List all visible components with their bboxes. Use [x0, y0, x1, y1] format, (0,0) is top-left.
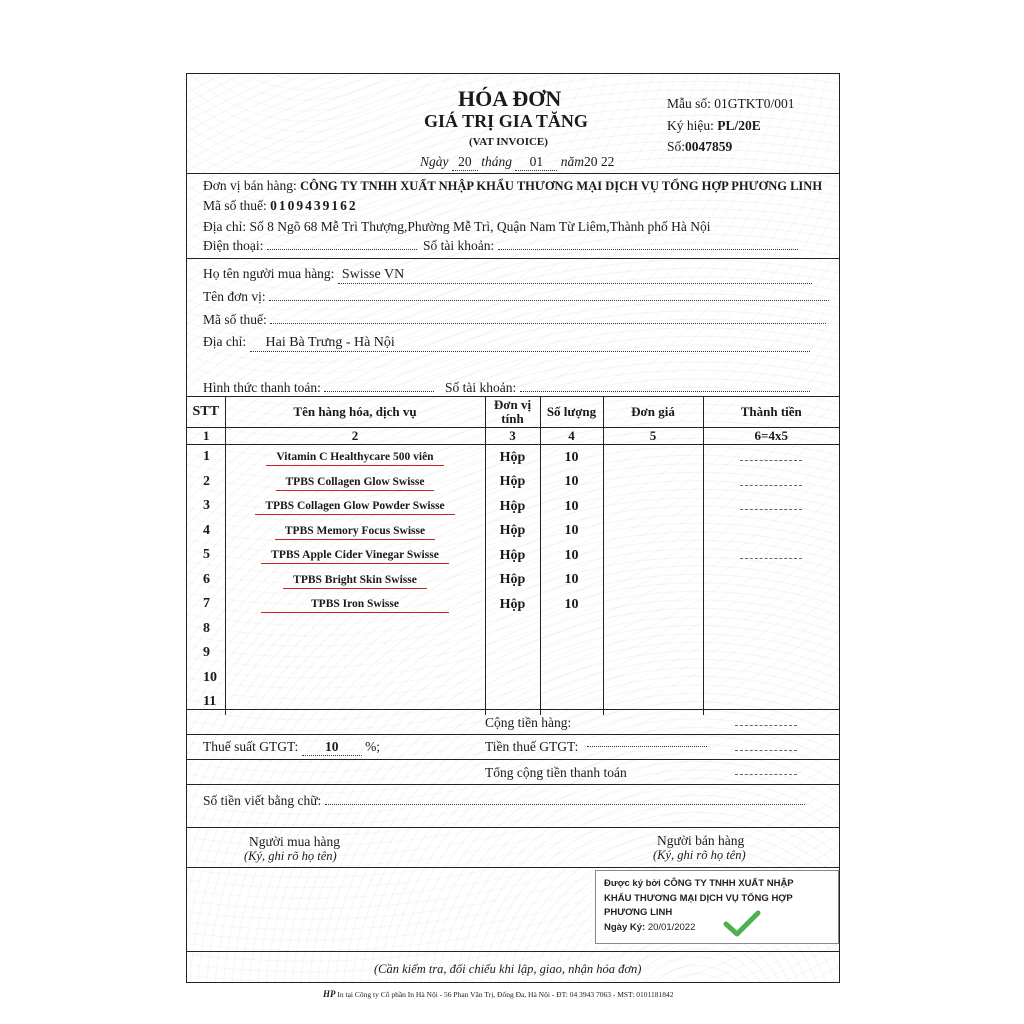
payment-method-row [203, 380, 434, 396]
redacted-subtotal [735, 719, 797, 726]
row-quantity [540, 568, 603, 593]
buyer-address: Hai Bà Trưng - Hà Nội [250, 335, 810, 352]
seller-signature-note: (Ký, ghi rõ họ tên) [653, 848, 746, 862]
seller-name: CÔNG TY TNHH XUẤT NHẬP KHẨU THƯƠNG MẠI DỊCH VỤ TỔNG HỢP PHƯƠNG LINH [300, 179, 823, 193]
row-unit [485, 592, 540, 617]
seller-name-label: Đơn vị bán hàng: [203, 178, 297, 193]
column-number-row [187, 428, 839, 445]
unit-value: Hộp [499, 523, 526, 539]
seller-tax: 0109439162 [270, 198, 358, 213]
signature-date: 20/01/2022 [647, 921, 696, 933]
signed-by: Được ký bởi CÔNG TY TNHH XUẤT NHẬP KHẨU THƯƠNG MẠI DỊCH VỤ TỔNG HỢP PHƯƠNG LINH [604, 878, 794, 918]
items-table [187, 396, 839, 715]
invoice-symbol [667, 118, 761, 134]
row-stt: 9 [203, 645, 210, 661]
row-unit-price [603, 519, 703, 544]
row-product [225, 494, 485, 519]
quantity-value: 10 [564, 547, 579, 563]
unit-value: Hộp [499, 572, 526, 588]
unit-value: Hộp [499, 596, 526, 612]
product-name: TPBS Iron Swisse [261, 598, 449, 613]
divider [187, 258, 839, 259]
row-unit [485, 445, 540, 470]
vat-rate-row [203, 739, 380, 756]
invoice-number [667, 139, 732, 155]
row-product [225, 666, 485, 691]
invoice-number-value: 0047859 [685, 139, 733, 154]
row-stt: 4 [203, 522, 210, 538]
row-stt: 8 [203, 620, 210, 636]
row-amount [703, 690, 839, 715]
row-amount [703, 494, 839, 519]
row-stt: 6 [203, 571, 210, 587]
footer-note: (Cần kiểm tra, đối chiếu khi lập, giao, nhận hóa đơn) [374, 962, 642, 976]
product-name: TPBS Bright Skin Swisse [283, 574, 427, 589]
divider [187, 827, 839, 828]
divider [187, 709, 839, 710]
unit-value: Hộp [499, 449, 526, 465]
quantity-value: 10 [564, 474, 579, 490]
payment-method-label: Hình thức thanh toán: [203, 380, 321, 395]
redacted-amount [740, 503, 802, 510]
row-product [225, 519, 485, 544]
printer-line [323, 989, 674, 999]
row-amount [703, 617, 839, 642]
table-row [187, 568, 839, 593]
redacted-vat-amount [735, 744, 797, 751]
row-quantity [540, 592, 603, 617]
invoice-english-title: (VAT INVOICE) [469, 136, 548, 148]
invoice-title: HÓA ĐƠN [458, 86, 562, 111]
row-unit-price [603, 617, 703, 642]
row-unit [485, 494, 540, 519]
invoice-subtitle: GIÁ TRỊ GIA TĂNG [424, 111, 588, 131]
row-quantity [540, 690, 603, 715]
buyer-address-row [203, 334, 810, 352]
row-stt: 3 [203, 498, 210, 514]
invoice-date [420, 154, 614, 171]
row-amount [703, 641, 839, 666]
row-quantity [540, 470, 603, 495]
header-amount: Thành tiền [703, 396, 839, 428]
redacted-grand-total [735, 768, 797, 775]
col-number: 4 [540, 428, 603, 445]
row-product [225, 543, 485, 568]
divider [187, 784, 839, 785]
grand-total-label: Tổng cộng tiền thanh toán [485, 765, 627, 780]
row-quantity [540, 666, 603, 691]
row-unit [485, 690, 540, 715]
row-unit [485, 641, 540, 666]
seller-address-row [203, 219, 711, 235]
signature-date-label: Ngày Ký: [604, 921, 646, 933]
row-amount [703, 519, 839, 544]
buyer-name-label: Họ tên người mua hàng: [203, 266, 335, 281]
seller-name-row [203, 178, 822, 194]
row-unit [485, 470, 540, 495]
product-name: Vitamin C Healthycare 500 viên [266, 451, 443, 466]
buyer-unit-label: Tên đơn vị: [203, 289, 266, 304]
redacted-amount [740, 479, 802, 486]
seller-address: Số 8 Ngõ 68 Mễ Trì Thượng,Phường Mễ Trì, Quận Nam Từ Liêm,Thành phố Hà Nội [249, 219, 711, 234]
header-product: Tên hàng hóa, dịch vụ [225, 396, 485, 428]
vat-rate-label: Thuế suất GTGT: [203, 739, 299, 754]
divider [187, 759, 839, 760]
date-month: 01 [515, 154, 557, 171]
row-unit-price [603, 690, 703, 715]
vat-amount-label: Tiền thuế GTGT: [485, 739, 579, 754]
table-row [187, 617, 839, 642]
divider [187, 734, 839, 735]
row-stt: 11 [203, 694, 217, 710]
row-unit-price [603, 641, 703, 666]
form-number-label: Mẫu số: [667, 96, 711, 111]
buyer-name: Swisse VN [338, 267, 812, 284]
invoice-number-label: Số: [667, 139, 686, 154]
row-product [225, 445, 485, 470]
vat-rate-value: 10 [302, 739, 362, 756]
row-stt: 1 [203, 449, 210, 465]
row-product [225, 470, 485, 495]
table-row [187, 519, 839, 544]
row-stt: 10 [203, 669, 217, 685]
row-product [225, 617, 485, 642]
buyer-account-row [445, 380, 810, 396]
row-quantity [540, 494, 603, 519]
invoice-symbol-value: PL/20E [717, 118, 761, 133]
col-number: 3 [485, 428, 540, 445]
form-number [667, 96, 795, 112]
printer-info: In tại Công ty Cổ phần In Hà Nội - 56 Phan Văn Trị, Đống Đa, Hà Nội - ĐT: 04 3943 7063 - MST: 0101181842 [337, 990, 674, 999]
buyer-tax-row [203, 312, 826, 328]
seller-phone-label: Điện thoại: [203, 238, 264, 253]
row-stt: 7 [203, 596, 210, 612]
vat-rate-suffix: %; [365, 739, 381, 754]
quantity-value: 10 [564, 596, 579, 612]
row-unit-price [603, 445, 703, 470]
date-month-label: tháng [481, 154, 513, 169]
row-quantity [540, 519, 603, 544]
row-unit-price [603, 568, 703, 593]
buyer-name-row [203, 266, 812, 284]
buyer-unit-row [203, 289, 829, 305]
digital-signature-box [595, 870, 839, 944]
row-quantity [540, 641, 603, 666]
divider [187, 173, 839, 174]
header-stt: STT [187, 396, 225, 428]
header-quantity: Số lượng [540, 396, 603, 428]
row-amount [703, 568, 839, 593]
buyer-tax-label: Mã số thuế: [203, 312, 267, 327]
divider [187, 867, 839, 868]
row-stt: 2 [203, 473, 210, 489]
buyer-signature-note: (Ký, ghi rõ họ tên) [244, 849, 337, 863]
row-amount [703, 666, 839, 691]
row-unit-price [603, 494, 703, 519]
col-number: 5 [603, 428, 703, 445]
printer-logo: HP [323, 989, 336, 999]
row-unit [485, 617, 540, 642]
table-row [187, 494, 839, 519]
quantity-value: 10 [564, 498, 579, 514]
redacted-amount [740, 552, 802, 559]
form-number-value: 01GTKT0/001 [714, 96, 795, 111]
amount-in-words-row [203, 793, 805, 809]
table-row [187, 445, 839, 470]
product-name: TPBS Memory Focus Swisse [275, 525, 435, 540]
buyer-account-label: Số tài khoản: [445, 380, 517, 395]
row-amount [703, 543, 839, 568]
col-number: 6=4x5 [703, 428, 839, 445]
seller-account-row [423, 238, 798, 254]
row-unit [485, 666, 540, 691]
seller-phone-row [203, 238, 417, 254]
unit-value: Hộp [499, 498, 526, 514]
row-quantity [540, 543, 603, 568]
table-row [187, 690, 839, 715]
table-header-row [187, 396, 839, 428]
header-unit: Đơn vị tính [485, 396, 540, 428]
row-amount [703, 470, 839, 495]
row-unit-price [603, 666, 703, 691]
row-unit [485, 543, 540, 568]
buyer-address-label: Địa chỉ: [203, 334, 247, 349]
product-name: TPBS Apple Cider Vinegar Swisse [261, 549, 449, 564]
row-unit-price [603, 592, 703, 617]
digital-signature-text [604, 877, 819, 935]
buyer-signature-title: Người mua hàng [249, 834, 340, 849]
col-number: 2 [225, 428, 485, 445]
invoice-symbol-label: Ký hiệu: [667, 118, 714, 133]
quantity-value: 10 [564, 523, 579, 539]
row-unit-price [603, 470, 703, 495]
amount-in-words-label: Số tiền viết bằng chữ: [203, 793, 322, 808]
date-year-label: năm [560, 154, 585, 169]
date-day-label: Ngày [420, 154, 449, 169]
invoice-sheet [186, 73, 840, 983]
header-unit-price: Đơn giá [603, 396, 703, 428]
seller-signature-title: Người bán hàng [657, 833, 745, 848]
unit-value: Hộp [499, 547, 526, 563]
row-product [225, 641, 485, 666]
seller-account-label: Số tài khoản: [423, 238, 495, 253]
redacted-amount [740, 454, 802, 461]
row-unit-price [603, 543, 703, 568]
product-name: TPBS Collagen Glow Swisse [276, 476, 435, 491]
row-quantity [540, 445, 603, 470]
row-product [225, 568, 485, 593]
subtotal-label: Cộng tiền hàng: [485, 715, 572, 730]
row-stt: 5 [203, 547, 210, 563]
row-unit [485, 568, 540, 593]
quantity-value: 10 [564, 449, 579, 465]
table-row [187, 666, 839, 691]
date-year: 20 22 [584, 154, 615, 169]
quantity-value: 10 [564, 572, 579, 588]
table-row [187, 592, 839, 617]
seller-tax-row [203, 198, 358, 214]
row-product [225, 592, 485, 617]
check-icon [722, 909, 762, 939]
row-product [225, 690, 485, 715]
table-row [187, 543, 839, 568]
row-amount [703, 445, 839, 470]
col-number: 1 [187, 428, 225, 445]
row-unit [485, 519, 540, 544]
table-row [187, 641, 839, 666]
unit-value: Hộp [499, 474, 526, 490]
seller-address-label: Địa chỉ: [203, 219, 247, 234]
row-quantity [540, 617, 603, 642]
divider [187, 951, 839, 952]
row-amount [703, 592, 839, 617]
table-row [187, 470, 839, 495]
seller-tax-label: Mã số thuế: [203, 198, 267, 213]
product-name: TPBS Collagen Glow Powder Swisse [255, 500, 454, 515]
date-day: 20 [452, 154, 478, 171]
